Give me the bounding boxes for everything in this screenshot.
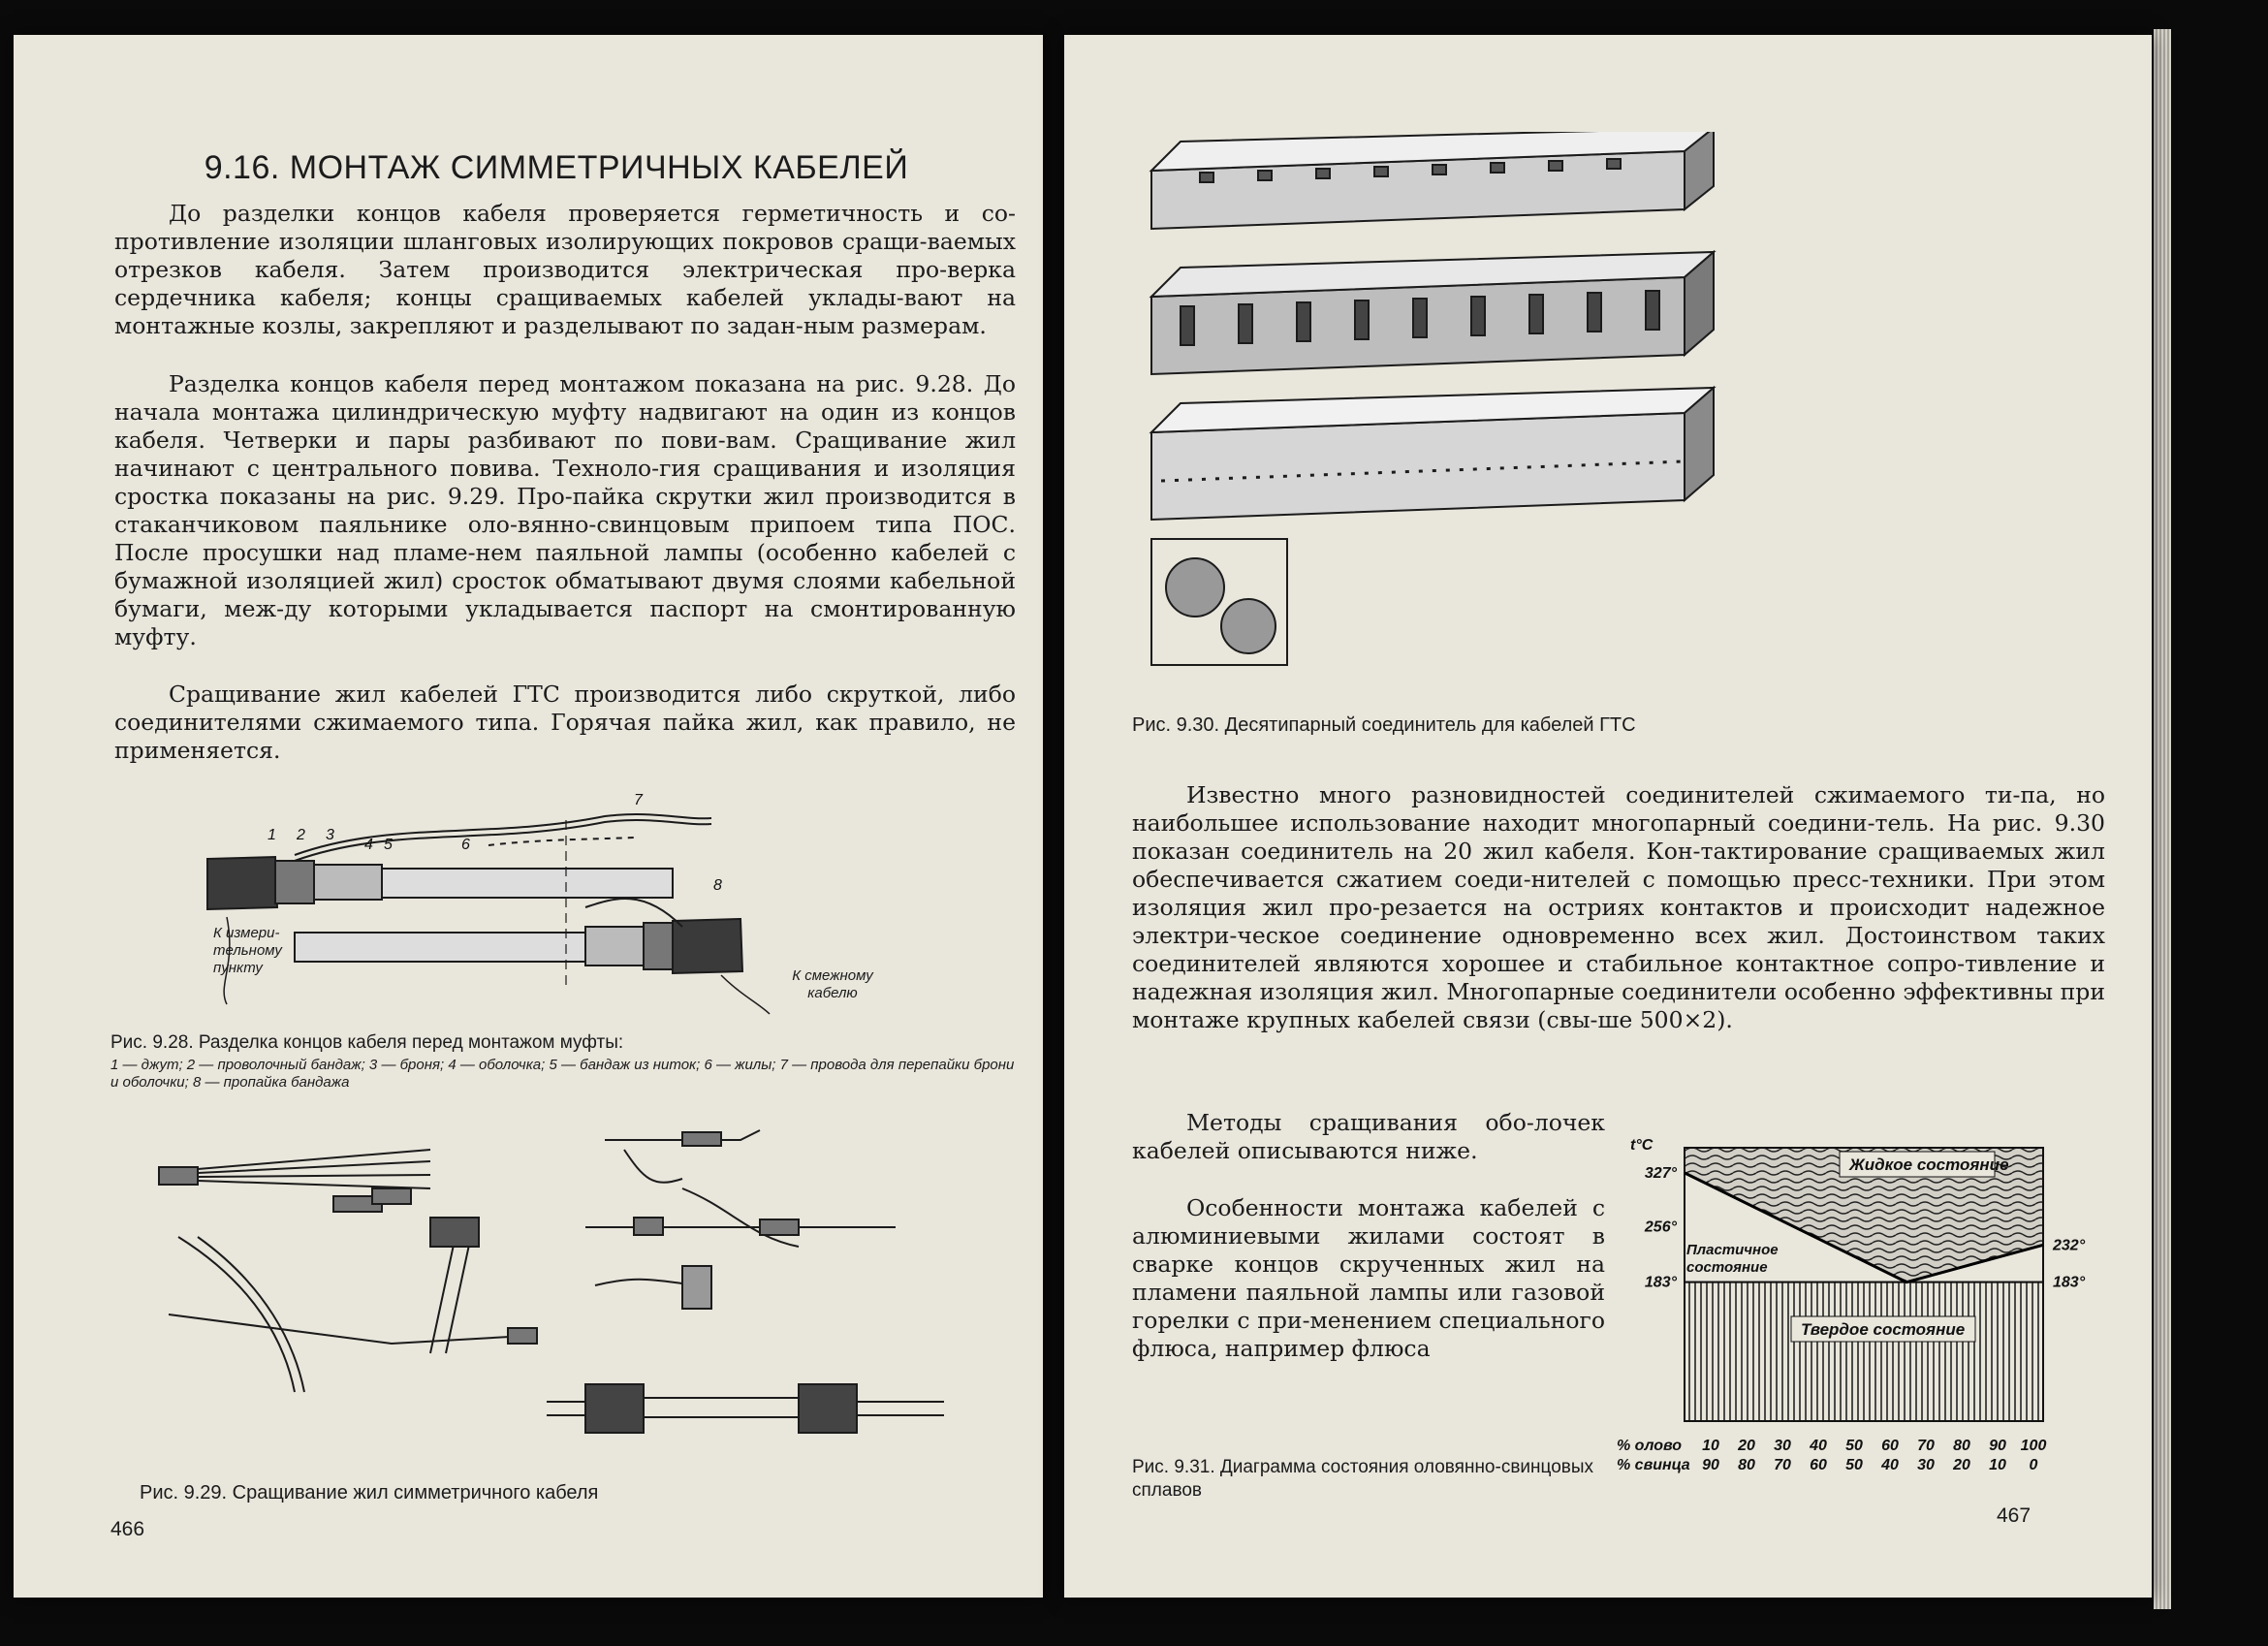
x-tick-lead: 0 (2029, 1457, 2038, 1473)
fig-9-28-number-1: 1 (268, 827, 276, 843)
y-left-tick-label: 256° (1644, 1219, 1677, 1236)
paragraph-2: Разделка концов кабеля перед монтажом показана на рис. 9.28. До начала монтажа цилиндрическую муфту надвигают на один из концов кабеля. Четверки и пары разбивают по пови-вам. Сращивание жил начинают с центрального повива. Техноло-гия сращивания и изоляция сростка показаны на рис. 9.29. Про-пайка скрутки жил производится в стаканчиковом паяльнике оло-вянно-свинцовым припоем типа ПОС. После просушки над пламе-нем паяльной лампы (особенно кабелей с бумажной изоляцией жил) сросток обматывают двумя слоями кабельной бумаги, меж-ду которыми укладывается паспорт на смонтированную муфту. (114, 370, 1016, 650)
x-tick-lead: 10 (1989, 1457, 2006, 1473)
y-right-tick-label: 183° (2053, 1274, 2086, 1291)
book-edge (2154, 29, 2171, 1609)
x-tick-lead: 60 (1810, 1457, 1827, 1473)
x-tick-tin: 10 (1702, 1438, 1719, 1454)
x-tick-tin: 50 (1845, 1438, 1863, 1454)
fig-9-28-number-5: 5 (384, 837, 393, 853)
x-tick-lead: 80 (1738, 1457, 1755, 1473)
chart-ylabel: t°C (1630, 1137, 1654, 1154)
fig-9-28-legend: 1 — джут; 2 — проволочный бандаж; 3 — броня; 4 — оболочка; 5 — бандаж из ниток; 6 — жилы; 7 — провода для перепайки брони и оболочки; 8 — пропайка бандажа (110, 1057, 1015, 1091)
x-tick-lead: 70 (1774, 1457, 1791, 1473)
y-left-tick-label: 327° (1644, 1164, 1677, 1182)
x-tick-lead: 30 (1917, 1457, 1935, 1473)
fig-9-28-number-7: 7 (634, 792, 643, 808)
paragraph-4: Известно много разновидностей соединителей сжимаемого ти-па, но наибольшее использование находит многопарный соедини-тель. На рис. 9.30 показан соединитель на 20 жил кабеля. Кон-тактирование сращиваемых жил обеспечивается сжатием соеди-нителей с помощью пресс-техники. При этом изоляция жил про-резается на остриях контактов и происходит надежное электри-ческое соединение одновременно всех жил. Достоинством таких соединителей являются хорошее и стабильное контактное сопро-тивление и надежная изоляция жил. Многопарные соединители особенно эффективны при монтаже крупных кабелей связи (свы-ше 500×2). (1132, 781, 2105, 1033)
chart-xlabel-tin: % олово (1617, 1438, 1682, 1454)
fig-9-28-number-3: 3 (326, 827, 334, 843)
left-page (14, 35, 1043, 1598)
x-tick-tin: 70 (1917, 1438, 1935, 1454)
x-tick-lead: 20 (1953, 1457, 1970, 1473)
fig-9-28-caption: Рис. 9.28. Разделка концов кабеля перед монтажом муфты: (110, 1032, 624, 1053)
fig-9-31-chart (1617, 1130, 2121, 1479)
x-tick-tin: 30 (1774, 1438, 1791, 1454)
region-liquid: Жидкое состояние (1849, 1155, 2009, 1174)
paragraph-6: Особенности монтажа кабелей с алюминиевыми жилами состоят в сварке концов скрученных жил на пламени паяльной лампы или газовой горелки с при-менением специального флюса, например флюса (1132, 1194, 1605, 1362)
x-tick-tin: 40 (1810, 1438, 1827, 1454)
fig-9-30-caption: Рис. 9.30. Десятипарный соединитель для кабелей ГТС (1132, 714, 1636, 736)
section-title: 9.16. МОНТАЖ СИММЕТРИЧНЫХ КАБЕЛЕЙ (204, 149, 909, 186)
x-tick-tin: 20 (1738, 1438, 1755, 1454)
right-page (1064, 35, 2152, 1598)
figure-9-30 (1142, 132, 2072, 675)
page-number-left: 466 (110, 1518, 145, 1540)
fig-9-28-number-8: 8 (713, 877, 722, 894)
region-plastic (1686, 1242, 1779, 1276)
fig-9-28-number-4: 4 (364, 837, 373, 853)
solid-region (1685, 1282, 2043, 1421)
y-right-tick-label: 232° (2053, 1237, 2086, 1254)
y-left-tick-label: 183° (1644, 1274, 1677, 1291)
x-tick-lead: 50 (1845, 1457, 1863, 1473)
region-plastic-line: состояние (1686, 1259, 1768, 1276)
x-tick-lead: 90 (1702, 1457, 1719, 1473)
x-tick-tin: 90 (1989, 1438, 2006, 1454)
paragraph-5: Методы сращивания обо-лочек кабелей описываются ниже. (1132, 1109, 1605, 1164)
fig-9-28-number-6: 6 (461, 837, 470, 853)
region-solid: Твердое состояние (1801, 1320, 1966, 1339)
chart-xlabel-lead: % свинца (1617, 1457, 1690, 1473)
x-tick-tin: 60 (1881, 1438, 1899, 1454)
fig-9-28-label-right: К смежному кабелю (792, 967, 873, 1001)
fig-9-31-caption: Рис. 9.31. Диаграмма состояния оловянно-свинцовых сплавов (1132, 1457, 1594, 1501)
x-tick-lead: 40 (1881, 1457, 1899, 1473)
page-number-right: 467 (1997, 1504, 2032, 1527)
fig-9-28-number-2: 2 (297, 827, 305, 843)
region-plastic-line: Пластичное (1686, 1242, 1779, 1258)
paragraph-3: Сращивание жил кабелей ГТС производится либо скруткой, либо соединителями сжимаемого типа. Горячая пайка жил, как правило, не применяется. (114, 681, 1016, 764)
x-tick-tin: 80 (1953, 1438, 1970, 1454)
paragraph-1: До разделки концов кабеля проверяется герметичность и со-противление изоляции шланговых изолирующих покровов сращи-ваемых отрезков кабеля. Затем производится электрическая про-верка сердечника кабеля; концы сращиваемых кабелей уклады-вают на монтажные козлы, закрепляют и разделывают по задан-ным размерам. (114, 200, 1016, 339)
fig-9-29-caption: Рис. 9.29. Сращивание жил симметричного кабеля (140, 1482, 599, 1504)
x-tick-tin: 100 (2020, 1438, 2047, 1454)
fig-9-28-label-left: К измери-тельному пункту (213, 925, 282, 976)
figure-9-29 (140, 1111, 973, 1440)
